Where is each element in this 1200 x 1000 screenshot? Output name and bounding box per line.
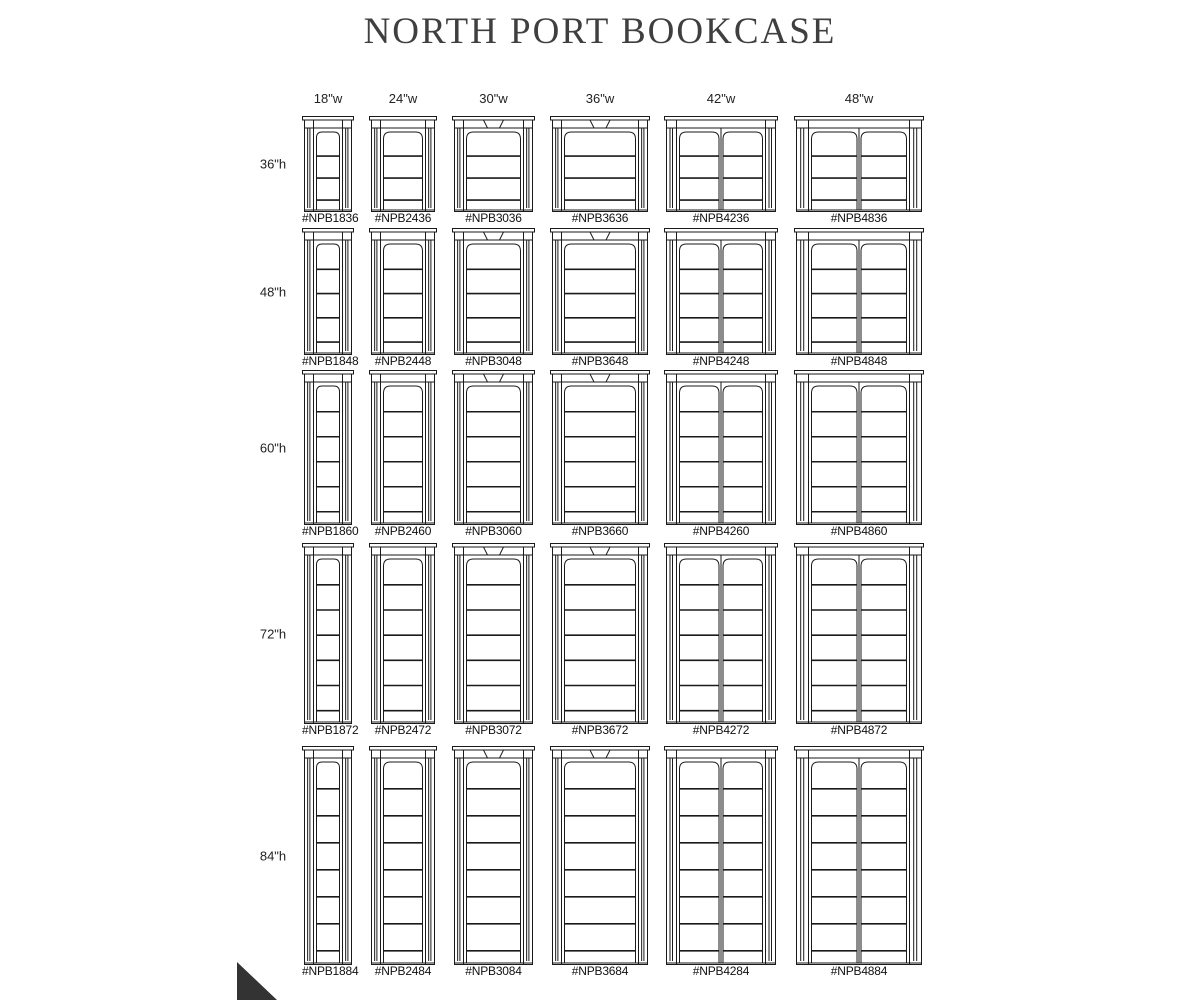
model-number: #NPB4872: [830, 723, 888, 737]
model-number: #NPB1860: [302, 524, 359, 538]
bookcase-cell: [369, 228, 437, 368]
height-label: 48"h: [259, 284, 287, 299]
bookcase-drawing: [452, 116, 535, 212]
bookcase-drawing: [302, 228, 354, 355]
model-number: #NPB3684: [571, 964, 629, 978]
model-number: #NPB1836: [302, 211, 359, 225]
model-number: #NPB2436: [374, 211, 432, 225]
model-number: #NPB2484: [374, 964, 432, 978]
bookcase-cell: [369, 370, 437, 538]
bookcase-drawing: [550, 116, 650, 212]
bookcase-cell: [794, 370, 924, 538]
bookcase-cell: [452, 228, 535, 368]
bookcase-drawing: [794, 370, 924, 525]
bookcase-cell: [302, 228, 359, 368]
bookcase-cell: [550, 370, 650, 538]
bookcase-drawing: [664, 228, 778, 355]
bookcase-cell: [302, 370, 359, 538]
page-corner-mark: [237, 962, 277, 1000]
bookcase-cell: [550, 228, 650, 368]
bookcase-drawing: [664, 746, 778, 965]
bookcase-drawing: [369, 228, 437, 355]
model-number: #NPB4248: [692, 354, 750, 368]
bookcase-drawing: [369, 116, 437, 212]
width-label: 30"w: [479, 91, 508, 106]
model-number: #NPB1848: [302, 354, 359, 368]
bookcase-cell: [452, 543, 535, 737]
bookcase-cell: [369, 543, 437, 737]
model-number: #NPB2472: [374, 723, 432, 737]
bookcase-cell: [550, 116, 650, 225]
bookcase-drawing: [550, 543, 650, 724]
bookcase-cell: [664, 228, 778, 368]
bookcase-cell: [369, 116, 437, 225]
model-number: #NPB3072: [465, 723, 522, 737]
bookcase-drawing: [302, 370, 354, 525]
bookcase-drawing: [794, 116, 924, 212]
bookcase-drawing: [302, 746, 354, 965]
bookcase-cell: [794, 228, 924, 368]
bookcase-cell: [794, 543, 924, 737]
model-number: #NPB4848: [830, 354, 888, 368]
model-number: #NPB4860: [830, 524, 888, 538]
model-number: #NPB3660: [571, 524, 629, 538]
bookcase-drawing: [794, 746, 924, 965]
bookcase-cell: [550, 543, 650, 737]
bookcase-cell: [302, 746, 359, 978]
bookcase-drawing: [452, 746, 535, 965]
model-number: #NPB3084: [465, 964, 522, 978]
height-label: 84"h: [259, 848, 287, 863]
model-number: #NPB3048: [465, 354, 522, 368]
bookcase-drawing: [452, 370, 535, 525]
bookcase-cell: [664, 370, 778, 538]
bookcase-cell: [452, 116, 535, 225]
bookcase-drawing: [664, 543, 778, 724]
bookcase-cell: [794, 746, 924, 978]
bookcase-drawing: [369, 543, 437, 724]
bookcase-drawing: [664, 116, 778, 212]
model-number: #NPB3672: [571, 723, 629, 737]
bookcase-drawing: [664, 370, 778, 525]
height-label: 72"h: [259, 626, 287, 641]
model-number: #NPB1884: [302, 964, 359, 978]
model-number: #NPB3648: [571, 354, 629, 368]
bookcase-cell: [664, 116, 778, 225]
width-label: 18"w: [313, 91, 343, 106]
bookcase-drawing: [452, 543, 535, 724]
bookcase-drawing: [794, 228, 924, 355]
bookcase-cell: [302, 543, 359, 737]
model-number: #NPB2460: [374, 524, 432, 538]
model-number: #NPB4284: [692, 964, 750, 978]
model-number: #NPB3060: [465, 524, 522, 538]
bookcase-cell: [452, 370, 535, 538]
bookcase-cell: [369, 746, 437, 978]
bookcase-cell: [794, 116, 924, 225]
page-title: NORTH PORT BOOKCASE: [363, 11, 837, 52]
width-label: 24"w: [388, 91, 418, 106]
bookcase-drawing: [550, 746, 650, 965]
width-label: 42"w: [706, 91, 736, 106]
bookcase-drawing: [794, 543, 924, 724]
bookcase-drawing: [369, 746, 437, 965]
bookcase-cell: [550, 746, 650, 978]
bookcase-drawing: [302, 543, 354, 724]
model-number: #NPB4260: [692, 524, 750, 538]
bookcase-cell: [302, 116, 359, 225]
bookcase-cell: [452, 746, 535, 978]
bookcase-cell: [664, 746, 778, 978]
model-number: #NPB4236: [692, 211, 750, 225]
width-label: 36"w: [585, 91, 615, 106]
width-label: 48"w: [844, 91, 874, 106]
model-number: #NPB4884: [830, 964, 888, 978]
model-number: #NPB3636: [571, 211, 629, 225]
height-label: 60"h: [259, 440, 287, 455]
model-number: #NPB4272: [692, 723, 750, 737]
bookcase-drawing: [302, 116, 354, 212]
bookcase-drawing: [550, 228, 650, 355]
model-number: #NPB1872: [302, 723, 359, 737]
height-label: 36"h: [259, 156, 287, 172]
model-number: #NPB4836: [830, 211, 888, 225]
model-number: #NPB3036: [465, 211, 522, 225]
bookcase-drawing: [550, 370, 650, 525]
bookcase-drawing: [452, 228, 535, 355]
bookcase-drawing: [369, 370, 437, 525]
model-number: #NPB2448: [374, 354, 432, 368]
bookcase-cell: [664, 543, 778, 737]
